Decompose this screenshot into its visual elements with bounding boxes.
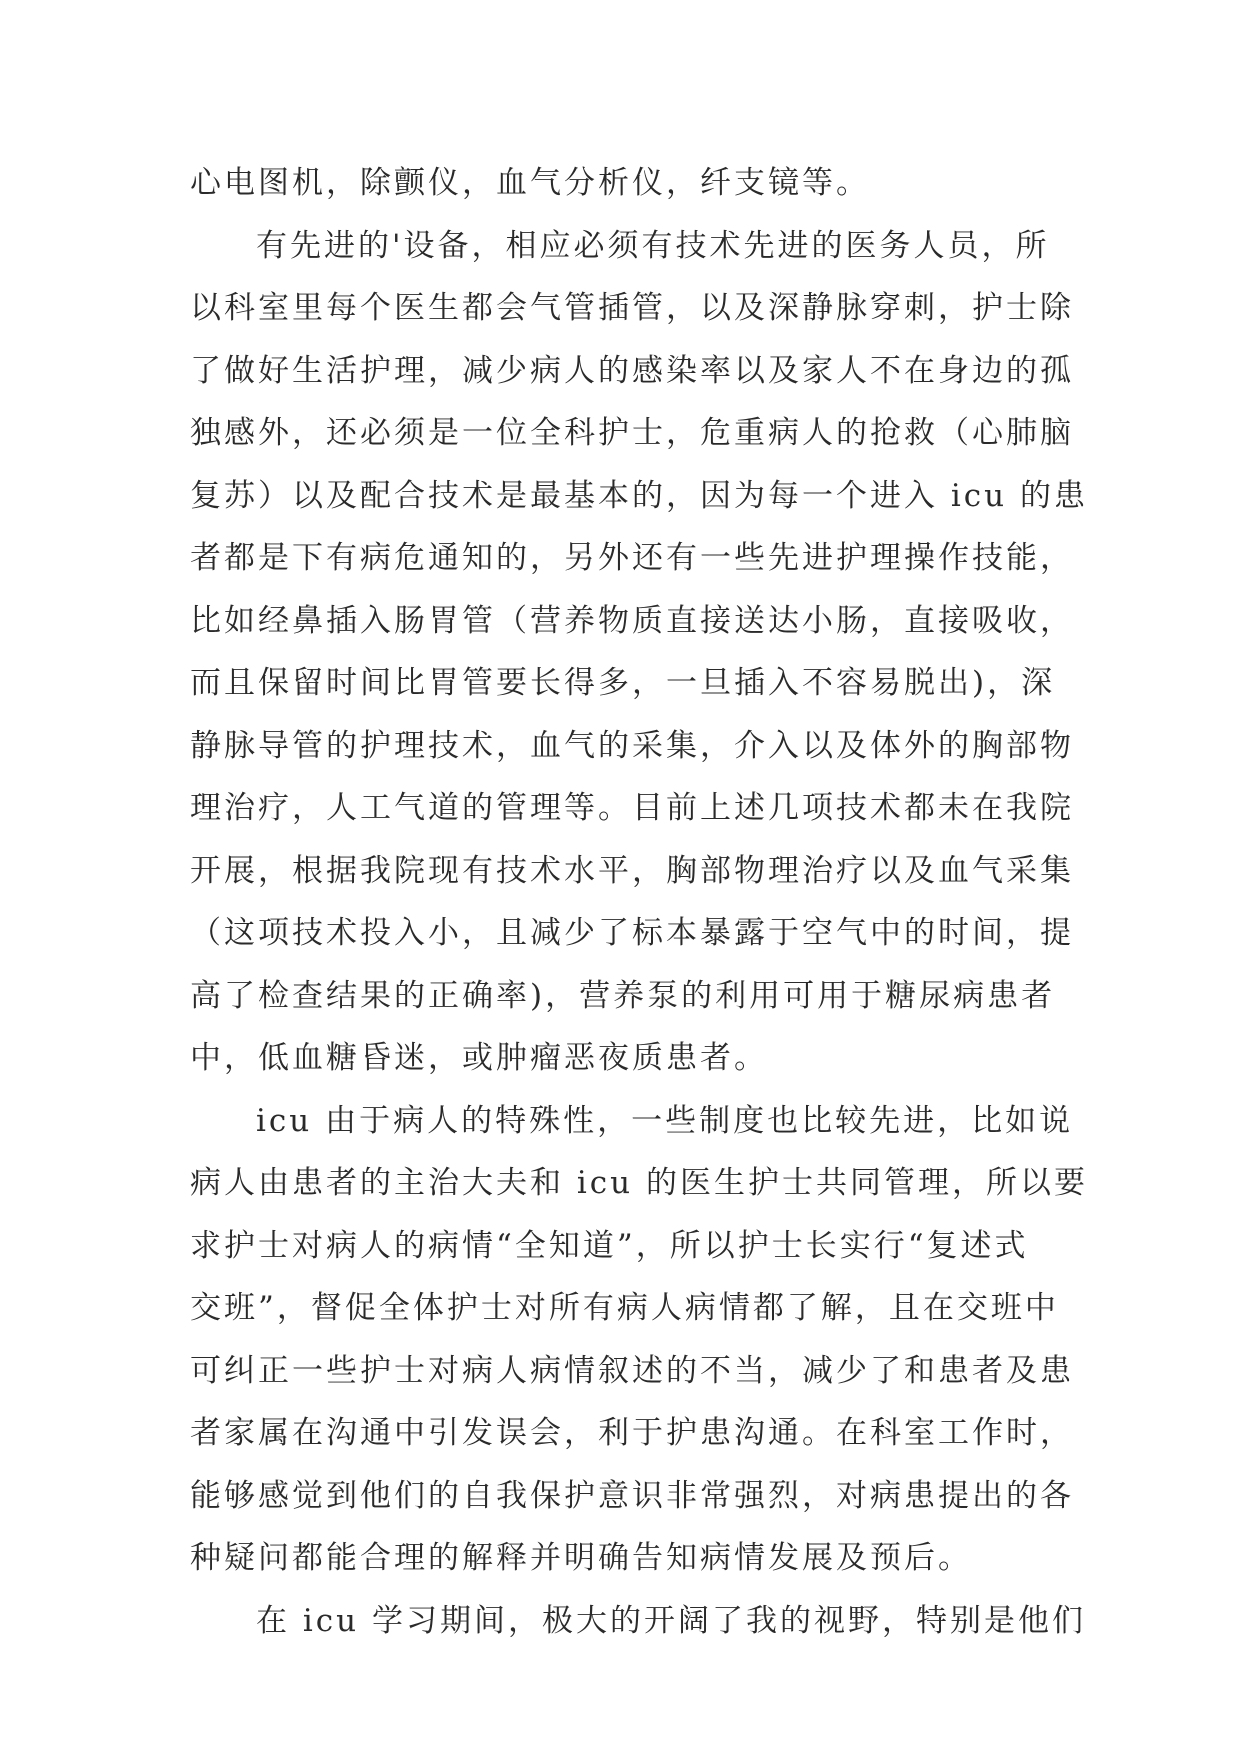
text-line: icu 由于病人的特殊性，一些制度也比较先进，比如说 xyxy=(256,1102,1074,1139)
text-line: 者都是下有病危通知的，另外还有一些先进护理操作技能， xyxy=(190,540,1074,576)
text-line: 能够感觉到他们的自我保护意识非常强烈，对病患提出的各 xyxy=(190,1477,1074,1514)
text-line: 在 icu 学习期间，极大的开阔了我的视野，特别是他们 xyxy=(256,1602,1086,1639)
text-line: 交班”，督促全体护士对所有病人病情都了解，且在交班中 xyxy=(190,1290,1059,1326)
text-line: 求护士对病人的病情“全知道”，所以护士长实行“复述式 xyxy=(190,1227,1029,1264)
text-line: 以科室里每个医生都会气管插管，以及深静脉穿刺，护士除 xyxy=(190,290,1074,326)
text-line: 比如经鼻插入肠胃管（营养物质直接送达小肠，直接吸收， xyxy=(190,602,1074,639)
text-line: 而且保留时间比胃管要长得多，一旦插入不容易脱出)，深 xyxy=(190,665,1056,701)
body-text xyxy=(190,152,1088,1652)
text-line: 病人由患者的主治大夫和 icu 的医生护士共同管理，所以要 xyxy=(190,1165,1088,1201)
text-line: 高了检查结果的正确率)，营养泵的利用可用于糖尿病患者 xyxy=(190,977,1056,1014)
text-line: 心电图机，除颤仪，血气分析仪，纤支镜等。 xyxy=(190,165,870,201)
text-line: 静脉导管的护理技术，血气的采集，介入以及体外的胸部物 xyxy=(190,727,1074,764)
text-line: 了做好生活护理，减少病人的感染率以及家人不在身边的孤 xyxy=(190,352,1074,389)
text-line: 可纠正一些护士对病人病情叙述的不当，减少了和患者及患 xyxy=(190,1352,1074,1389)
text-line: 者家属在沟通中引发误会，利于护患沟通。在科室工作时， xyxy=(190,1415,1074,1451)
text-line: 复苏）以及配合技术是最基本的，因为每一个进入 icu 的患 xyxy=(190,477,1088,514)
text-line: （这项技术投入小，且减少了标本暴露于空气中的时间，提 xyxy=(190,915,1074,951)
text-line: 有先进的'设备，相应必须有技术先进的医务人员，所 xyxy=(256,227,1050,264)
text-line: 理治疗，人工气道的管理等。目前上述几项技术都未在我院 xyxy=(190,790,1074,826)
text-line: 种疑问都能合理的解释并明确告知病情发展及预后。 xyxy=(190,1540,972,1576)
text-line: 独感外，还必须是一位全科护士，危重病人的抢救（心肺脑 xyxy=(190,415,1074,451)
text-line: 开展，根据我院现有技术水平，胸部物理治疗以及血气采集 xyxy=(190,852,1074,889)
text-line: 中，低血糖昏迷，或肿瘤恶夜质患者。 xyxy=(190,1040,768,1076)
